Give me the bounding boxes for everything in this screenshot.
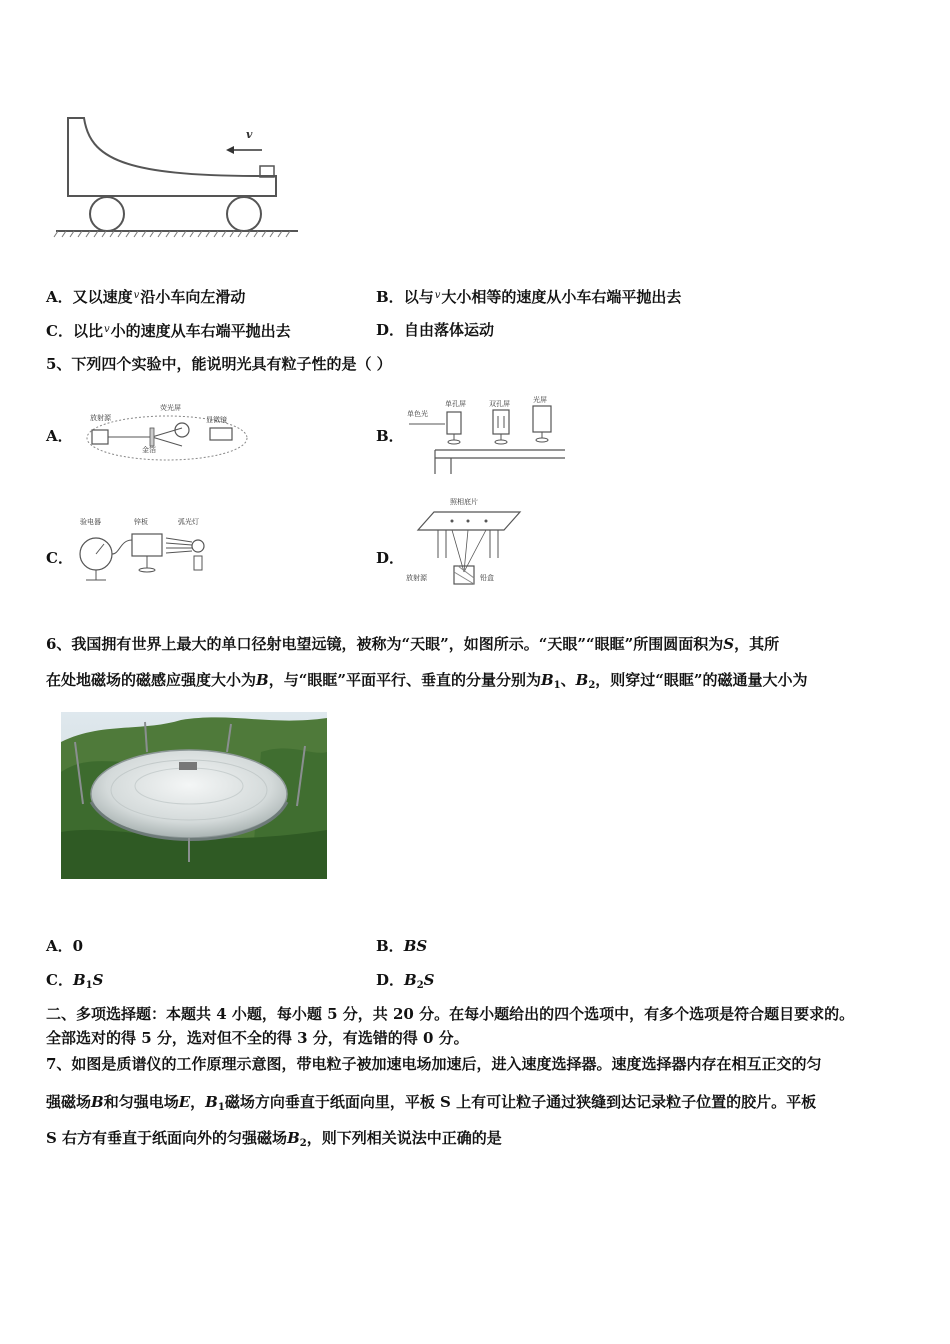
q5-option-a-letter[interactable]: A． — [46, 427, 73, 445]
label-lead-box: 铅盒 — [480, 574, 494, 582]
label-monochromatic-light: 单色光 — [407, 410, 428, 418]
option-text-post: 小的速度从车右端平抛出去 — [110, 322, 291, 340]
q5-option-d-letter[interactable]: D． — [376, 549, 405, 567]
option-tail: S — [92, 971, 104, 989]
q6-stem-text-b: ，与“眼眶”平面平行、垂直的分量分别为 — [268, 671, 541, 689]
option-text-pre: 又以速度 — [72, 288, 133, 306]
label-double-slit: 双孔屏 — [489, 400, 510, 408]
label-screen: 光屏 — [533, 396, 547, 404]
option-text: 0 — [72, 937, 84, 955]
symbol-b1: B — [205, 1093, 218, 1111]
option-text: BS — [403, 937, 428, 955]
option-letter: C． — [46, 971, 73, 989]
q6-stem-text: 6、我国拥有世界上最大的单口径射电望远镜，被称为“天眼”，如图所示。“天眼”“眼眶”所围圆面积为 — [46, 635, 724, 653]
option-main: B — [72, 971, 86, 989]
option-text-pre: 以比 — [72, 322, 103, 340]
q7-stem-line1: 7、如图是质谱仪的工作原理示意图，带电粒子被加速电场加速后，进入速度选择器。速度选择器内存在相互正交的匀 — [46, 1055, 822, 1073]
q7-text-e: S 右方有垂直于纸面向外的匀强磁场 — [46, 1129, 288, 1147]
cart-figure — [52, 108, 302, 243]
cart-diagram — [52, 108, 302, 243]
option-letter: B． — [376, 937, 404, 955]
q5-figure-b — [405, 394, 570, 474]
q6-stem-line2 — [46, 670, 808, 696]
q4-option-d[interactable] — [376, 320, 494, 340]
option-sub: 2 — [416, 980, 424, 991]
velocity-symbol: v — [434, 290, 441, 301]
symbol-b: B — [256, 671, 269, 689]
option-text-post: 大小相等的速度从小车右端平抛出去 — [441, 288, 682, 306]
q6-option-a[interactable] — [46, 936, 83, 956]
q5-option-c-letter[interactable]: C． — [46, 549, 73, 567]
q5-stem: 5、下列四个实验中，能说明光具有粒子性的是（ ） — [46, 355, 392, 373]
symbol-b2: B — [287, 1129, 300, 1147]
option-letter: A． — [46, 288, 73, 306]
option-main: B — [404, 971, 417, 989]
option-letter: D． — [376, 971, 405, 989]
fast-telescope-photo — [61, 712, 327, 879]
q7-text-b: 和匀强电场 — [103, 1093, 179, 1111]
label-gold-foil: 金箔 — [142, 446, 156, 454]
wheel-left — [90, 197, 124, 231]
symbol-b2-sub: 2 — [588, 680, 596, 691]
q6-stem-text-a: 在处地磁场的磁感应强度大小为 — [46, 671, 257, 689]
symbol-b2: B — [575, 671, 589, 689]
option-letter: B． — [376, 288, 404, 306]
label-radioactive-source: 放射源 — [90, 414, 111, 422]
label-photographic-film: 照相底片 — [450, 498, 478, 506]
option-sub: 1 — [85, 980, 93, 991]
velocity-symbol: v — [133, 290, 140, 301]
velocity-symbol: v — [103, 324, 110, 335]
option-letter: A． — [46, 937, 73, 955]
q7-text-f: ，则下列相关说法中正确的是 — [306, 1129, 502, 1147]
q6-option-c[interactable] — [46, 970, 103, 996]
symbol-e: E — [178, 1093, 191, 1111]
option-tail: S — [423, 971, 435, 989]
symbol-b1-sub: 1 — [217, 1102, 225, 1113]
q5-figure-a — [82, 400, 252, 465]
separator: 、 — [560, 671, 576, 689]
q7-stem-line2 — [46, 1092, 816, 1118]
q5-option-b-letter[interactable]: B． — [376, 427, 404, 445]
symbol-s: S — [723, 635, 735, 653]
section2-heading-line2: 全部选对的得 5 分，选对但不全的得 3 分，有选错的得 0 分。 — [46, 1029, 469, 1047]
q7-text-c: ， — [190, 1093, 206, 1111]
label-zinc-plate: 锌板 — [134, 518, 148, 526]
q6-option-b[interactable] — [376, 936, 427, 956]
label-arc-lamp: 弧光灯 — [178, 518, 199, 526]
q6-option-d[interactable] — [376, 970, 435, 996]
wheel-right — [227, 197, 261, 231]
label-radioactive-source: 放射源 — [406, 574, 427, 582]
q6-stem-text-end: ，其所 — [734, 635, 780, 653]
symbol-b2-sub: 2 — [299, 1138, 307, 1149]
q4-option-c[interactable] — [46, 320, 291, 341]
option-text-post: 自由落体运动 — [404, 321, 495, 339]
q7-text-d: 磁场方向垂直于纸面向里，平板 S 上有可让粒子通过狭缝到达记录粒子位置的胶片。平板 — [224, 1093, 817, 1111]
section2-heading-line1: 二、多项选择题：本题共 4 小题，每小题 5 分，共 20 分。在每小题给出的四个选项中，有多个选项是符合题目要求的。 — [46, 1005, 855, 1023]
symbol-b1-sub: 1 — [553, 680, 561, 691]
q5-figure-d — [402, 494, 527, 594]
symbol-b1: B — [540, 671, 554, 689]
q5-figure-c — [74, 512, 234, 592]
q6-stem-line1 — [46, 634, 779, 654]
option-text-pre: 以与 — [403, 288, 434, 306]
option-letter: D． — [376, 321, 405, 339]
label-microscope: 显微镜 — [206, 416, 227, 424]
label-single-slit: 单孔屏 — [445, 400, 466, 408]
q6-stem-text-c: ，则穿过“眼眶”的磁通量大小为 — [595, 671, 808, 689]
q7-text-a: 强磁场 — [46, 1093, 92, 1111]
label-electroscope: 验电器 — [80, 518, 101, 526]
q7-stem-line3 — [46, 1128, 502, 1154]
symbol-b: B — [91, 1093, 104, 1111]
velocity-label: v — [246, 128, 253, 141]
q4-option-b[interactable] — [376, 286, 681, 307]
option-text-post: 沿小车向左滑动 — [140, 288, 246, 306]
q4-option-a[interactable] — [46, 286, 245, 307]
option-letter: C． — [46, 322, 73, 340]
label-fluorescent-screen: 荧光屏 — [160, 404, 181, 412]
